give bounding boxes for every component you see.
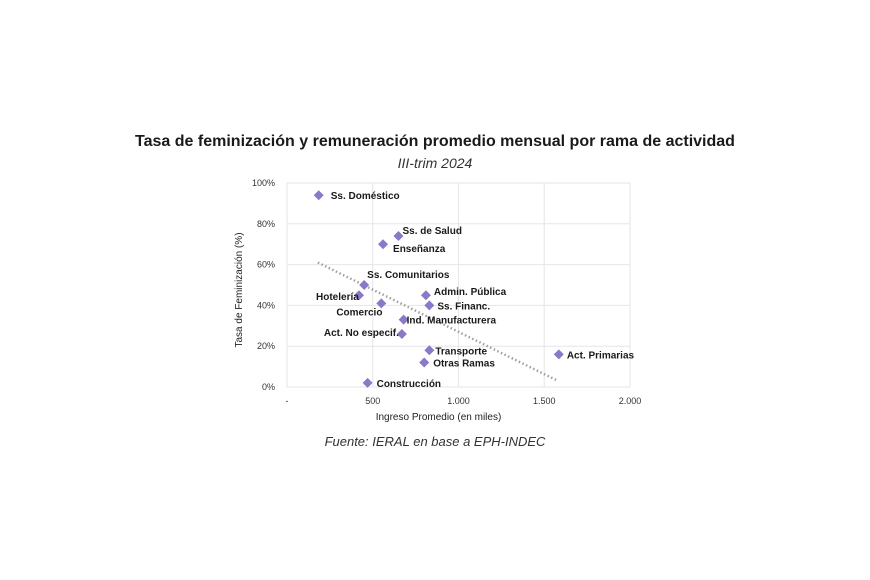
x-axis-ticks (286, 396, 642, 406)
data-point (314, 190, 400, 202)
x-tick-label: 2.000 (618, 396, 642, 406)
data-points (314, 190, 635, 390)
y-tick-label: 0% (261, 382, 275, 392)
point-marker (359, 280, 369, 290)
y-tick-label: 100% (251, 178, 275, 188)
point-label: Ss. Financ. (437, 301, 491, 313)
data-point (421, 287, 507, 300)
x-tick-label: 1.500 (532, 396, 556, 406)
data-point (324, 328, 407, 339)
y-axis-ticks (252, 178, 275, 392)
data-point (363, 378, 441, 390)
point-marker (424, 300, 434, 310)
point-marker (314, 190, 324, 200)
point-label: Ss. Comunitarios (367, 270, 450, 281)
point-marker (363, 378, 373, 388)
data-point (399, 315, 497, 327)
y-tick-label: 60% (256, 259, 275, 270)
point-label: Enseñanza (393, 244, 446, 256)
data-point (424, 345, 487, 357)
point-label: Construcción (376, 378, 442, 390)
y-tick-label: 80% (256, 218, 275, 229)
point-marker (378, 239, 388, 249)
y-tick-label: 40% (256, 300, 275, 311)
chart-subtitle: III-trim 2024 (397, 155, 473, 171)
point-label: Transporte (435, 346, 488, 358)
point-label: Admin. Pública (433, 287, 507, 299)
point-marker (419, 358, 429, 368)
point-label: Otras Ramas (433, 358, 495, 370)
point-label: Ind. Manufacturera (406, 315, 497, 327)
source-note: Fuente: IERAL en base a EPH-INDEC (324, 434, 546, 449)
point-label: Hotelería (316, 292, 359, 304)
y-axis-label: Tasa de Feminización (%) (234, 232, 245, 348)
point-label: Ss. de Salud (402, 226, 462, 238)
chart-title: Tasa de feminización y remuneración promedio mensual por rama de actividad (135, 133, 735, 150)
y-tick-label: 20% (256, 341, 275, 352)
point-marker (424, 345, 434, 355)
x-tick-label: - (285, 396, 289, 406)
x-tick-label: 500 (365, 396, 381, 406)
data-point (424, 300, 490, 312)
point-label: Ss. Doméstico (330, 191, 400, 203)
point-label: Comercio (336, 307, 383, 319)
data-point (393, 226, 461, 241)
data-point (554, 349, 635, 361)
x-axis-label: Ingreso Promedio (en miles) (375, 412, 502, 423)
data-point (419, 358, 495, 370)
point-label: Act. Primarias (566, 350, 635, 362)
point-marker (554, 349, 564, 359)
point-marker (421, 290, 431, 300)
point-label: Act. No especif. (323, 327, 399, 339)
data-point (316, 290, 364, 303)
data-point (378, 239, 446, 255)
x-tick-label: 1.000 (447, 396, 470, 406)
